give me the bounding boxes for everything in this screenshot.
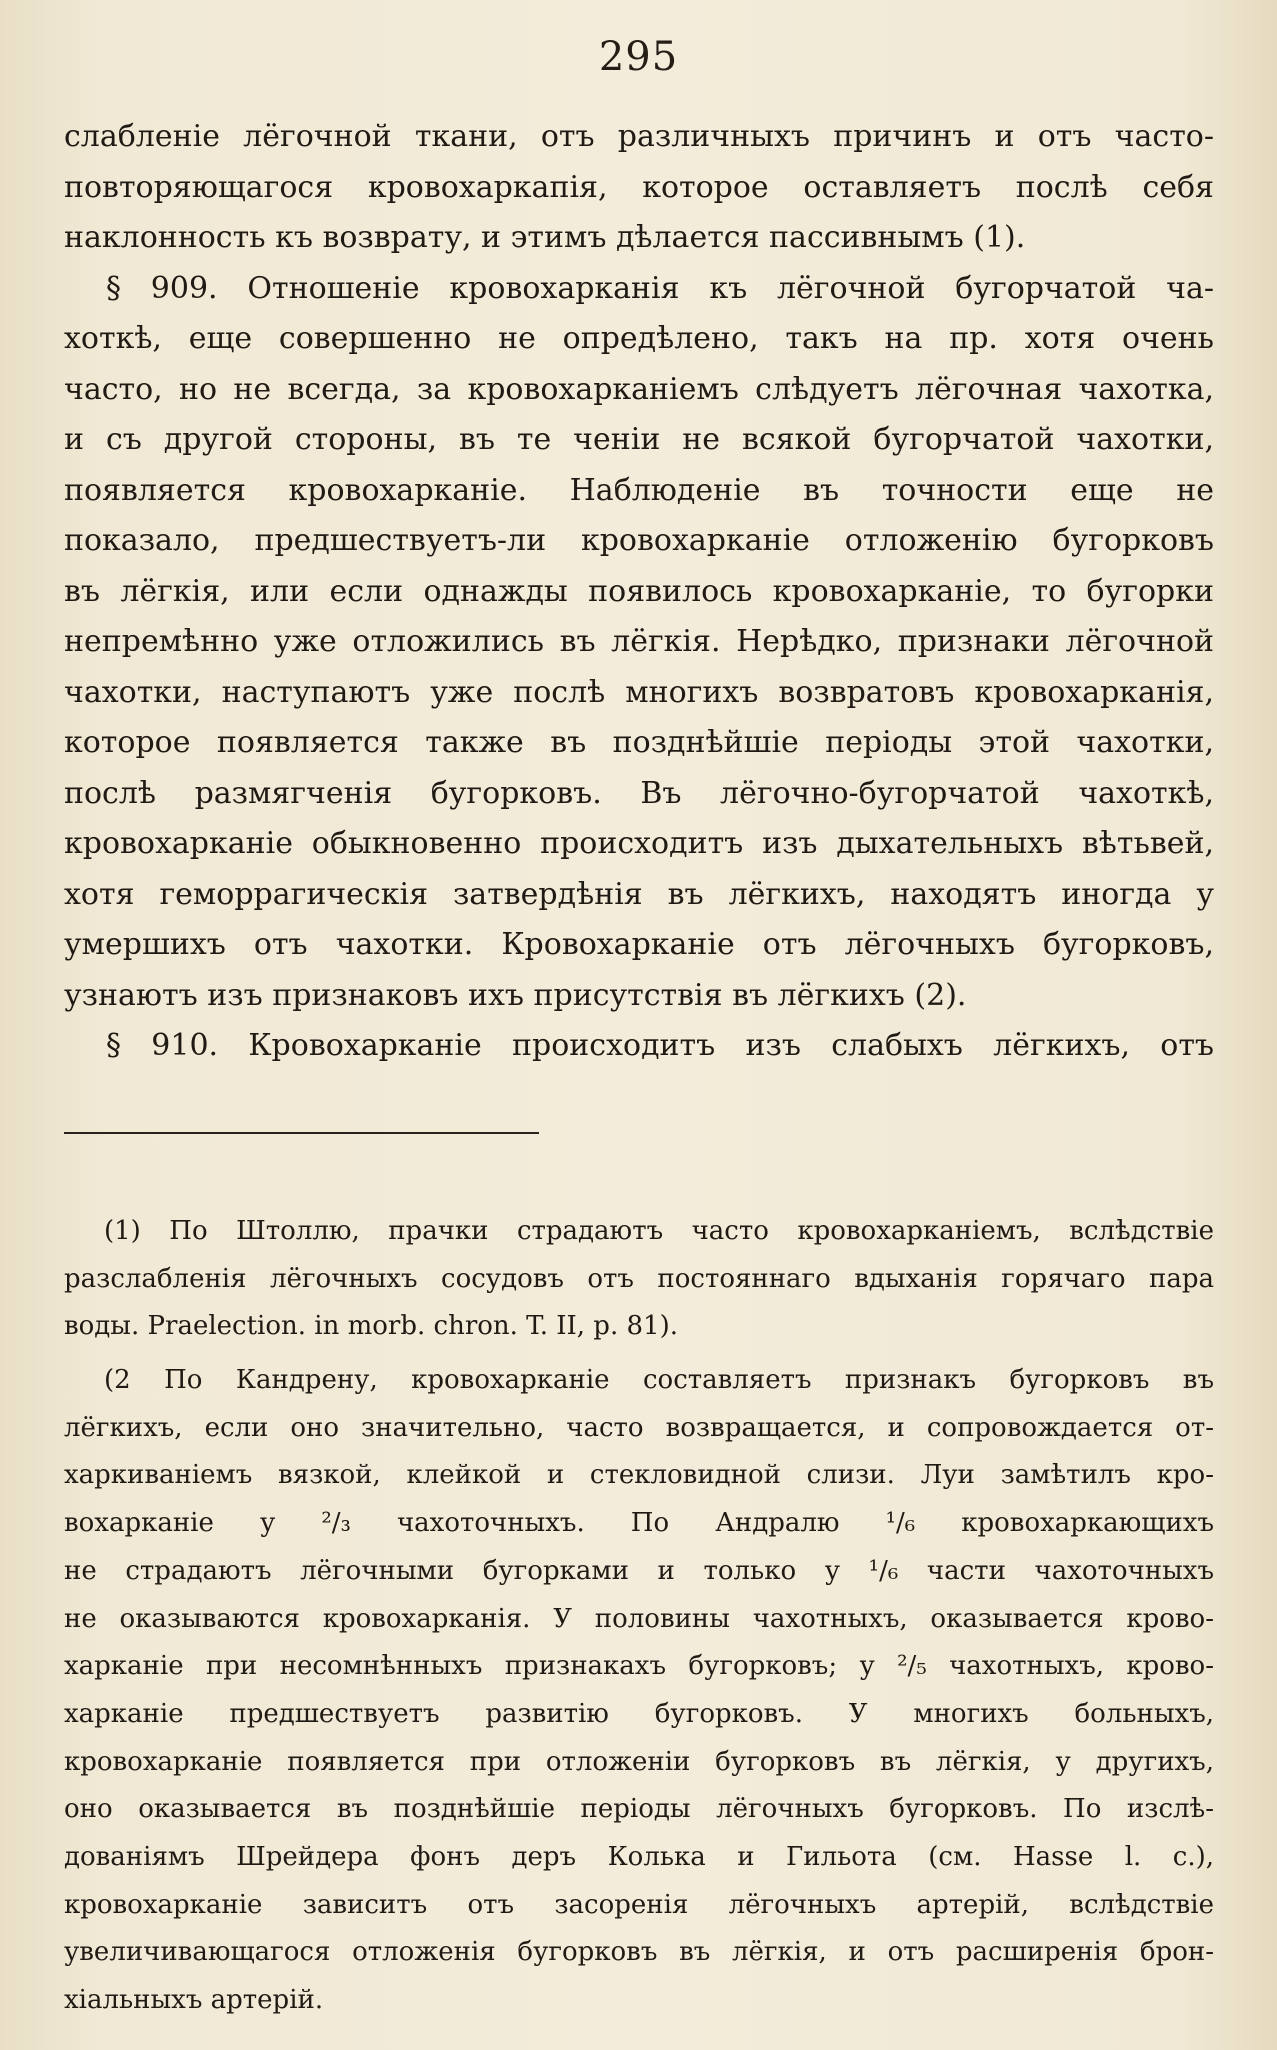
text-line: умершихъ отъ чахотки. Кровохарканіе отъ лёгочныхъ бугорковъ, [64, 927, 1214, 962]
footnote-2-line: харканіе предшествуетъ развитію бугорковъ. У многихъ больныхъ, [64, 1698, 1214, 1729]
text-line: въ лёгкія, или если однажды появилось кровохарканіе, то бугорки [64, 573, 1214, 609]
text-line: узнаютъ изъ признаковъ ихъ присутствія въ лёгкихъ (2). [64, 977, 967, 1013]
footnote-separator [64, 1132, 539, 1134]
footnote-2-line: оно оказывается въ позднѣйшіе періоды лёгочныхъ бугорковъ. По изслѣ- [64, 1794, 1214, 1825]
footnote-2-line: лёгкихъ, если оно значительно, часто возвращается, и сопровождается от- [64, 1412, 1214, 1443]
text-line: хотя геморрагическія затвердѣнія въ лёгкихъ, находятъ иногда у [64, 876, 1214, 912]
footnote-2-line: харканіе при несомнѣнныхъ признакахъ бугорковъ; у ²/₅ чахотныхъ, крово- [64, 1651, 1214, 1682]
section-909-start: § 909. Отношеніе кровохарканія къ лёгочной бугорчатой ча- [106, 270, 1214, 306]
text-line: и съ другой стороны, въ те ченіи не всякой бугорчатой чахотки, [64, 422, 1214, 457]
footnote-1-line: разслабленія лёгочныхъ сосудовъ отъ постояннаго вдыханія горячаго пара [64, 1263, 1214, 1294]
footnote-2-line: не оказываются кровохарканія. У половины чахотныхъ, оказывается крово- [64, 1603, 1214, 1634]
text-line: чахотки, наступаютъ уже послѣ многихъ возвратовъ кровохарканія, [64, 674, 1214, 710]
text-line: слабленіе лёгочной ткани, отъ различныхъ причинъ и отъ часто- [64, 119, 1214, 154]
text-line: хоткѣ, еще совершенно не опредѣлено, такъ на пр. хотя очень [64, 321, 1214, 356]
footnotes [64, 1208, 1214, 2025]
text-line: повторяющагося кровохаркапія, которое оставляетъ послѣ себя [64, 169, 1214, 205]
text-line: показало, предшествуетъ-ли кровохарканіе отложенію бугорковъ [64, 523, 1214, 558]
text-line: которое появляется также въ позднѣйшіе періоды этой чахотки, [64, 725, 1214, 760]
footnote-2-line: не страдаютъ лёгочными бугорками и только у ¹/₆ части чахоточныхъ [64, 1555, 1214, 1586]
section-910-start: § 910. Кровохарканіе происходитъ изъ слабыхъ лёгкихъ, отъ [106, 1028, 1214, 1063]
footnote-2-line: кровохарканіе зависитъ отъ засоренія лёгочныхъ артерій, вслѣдствіе [64, 1889, 1214, 1920]
footnote-2-line: дованіямъ Шрейдера фонъ деръ Колька и Гильота (см. Hasse l. c.), [64, 1841, 1214, 1872]
text-line: послѣ размягченія бугорковъ. Въ лёгочно-бугорчатой чахоткѣ, [64, 775, 1214, 811]
text-line: непремѣнно уже отложились въ лёгкія. Нерѣдко, признаки лёгочной [64, 624, 1214, 659]
page-number: 295 [598, 34, 679, 80]
main-text [64, 112, 1214, 1072]
footnote-2-line: увеличивающагося отложенія бугорковъ въ лёгкія, и отъ расширенія брон- [64, 1937, 1214, 1968]
text-line: появляется кровохарканіе. Наблюденіе въ точности еще не [64, 472, 1214, 508]
footnote-1-line: воды. Praelection. in morb. chron. T. II, p. 81). [64, 1311, 678, 1342]
text-line: часто, но не всегда, за кровохарканіемъ слѣдуетъ лёгочная чахотка, [64, 371, 1214, 407]
text-line: кровохарканіе обыкновенно происходитъ изъ дыхательныхъ вѣтьвей, [64, 826, 1214, 861]
footnote-1-line: (1) По Штоллю, прачки страдаютъ часто кровохарканіемъ, вслѣдствіе [104, 1216, 1214, 1246]
footnote-2-line: харкиваніемъ вязкой, клейкой и стекловидной слизи. Луи замѣтилъ кро- [64, 1460, 1214, 1491]
footnote-2-line: (2 По Кандрену, кровохарканіе составляетъ признакъ бугорковъ въ [104, 1365, 1214, 1396]
text-line: наклонность къ возврату, и этимъ дѣлается пассивнымъ (1). [64, 220, 1026, 255]
footnote-2-line: кровохарканіе появляется при отложеніи бугорковъ въ лёгкія, у другихъ, [64, 1746, 1214, 1777]
footnote-2-line: вохарканіе у ²/₃ чахоточныхъ. По Андралю ¹/₆ кровохаркающихъ [64, 1508, 1214, 1539]
footnote-2-line: хіальныхъ артерій. [64, 1985, 324, 2015]
